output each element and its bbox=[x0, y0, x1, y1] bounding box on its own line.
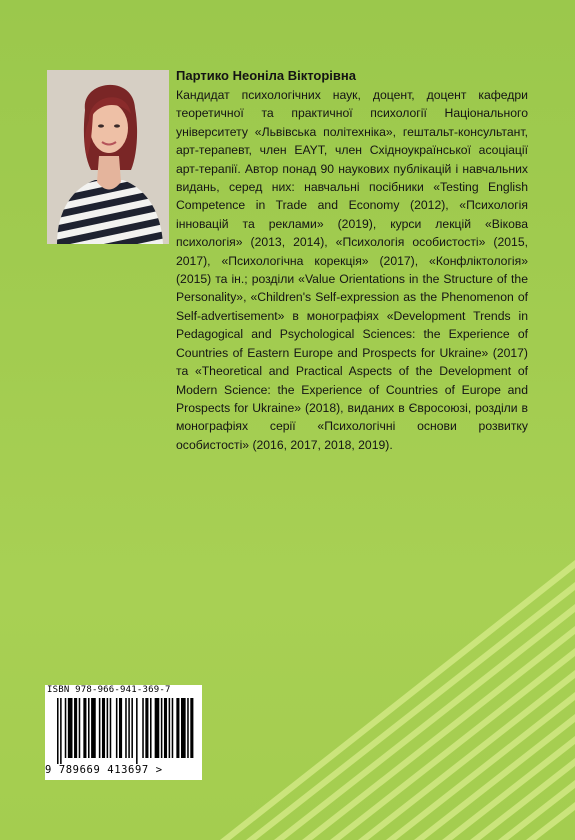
barcode-bar bbox=[88, 698, 90, 758]
barcode-bar bbox=[110, 698, 112, 758]
barcode-bar bbox=[187, 698, 189, 758]
barcode-bar bbox=[136, 698, 138, 764]
barcode-bar bbox=[83, 698, 86, 758]
author-name: Партико Неоніла Вікторівна bbox=[176, 68, 356, 83]
barcode-bar bbox=[116, 698, 118, 758]
barcode-bar bbox=[172, 698, 174, 758]
barcode-bar bbox=[60, 698, 62, 764]
author-portrait-icon bbox=[47, 70, 169, 244]
barcode-bar bbox=[128, 698, 130, 758]
barcode-bar bbox=[65, 698, 67, 758]
barcode-bar bbox=[79, 698, 81, 758]
barcode-bar bbox=[125, 698, 127, 758]
isbn-label: ISBN 978-966-941-369-7 bbox=[47, 685, 171, 695]
barcode-bar bbox=[107, 698, 109, 758]
author-photo bbox=[47, 70, 169, 244]
barcode-bar bbox=[142, 698, 144, 758]
barcode-bar bbox=[102, 698, 105, 758]
barcode-bar bbox=[57, 698, 59, 764]
barcode-bar bbox=[74, 698, 77, 758]
barcode-bar bbox=[155, 698, 160, 758]
barcode-bar bbox=[190, 698, 193, 758]
barcode-bar bbox=[145, 698, 148, 758]
barcode-bar bbox=[150, 698, 152, 758]
barcode-bar bbox=[161, 698, 163, 758]
barcode-bar bbox=[164, 698, 167, 758]
barcode-bar bbox=[169, 698, 171, 758]
barcode-bar bbox=[91, 698, 96, 758]
author-biography: Кандидат психологічних наук, доцент, доцент кафедри теоретичної та практичної психології Національного університету «Львівська політехніка», гештальт-консультант, арт-терапевт, член EAYT, член Східноукраїнської асоціації арт-терапії. Автор понад 90 наукових публікацій і навчальних видань, серед них: навчальні посібники «Testing English Competence in Trade and Economy (2012), «Психологія інновацій та реклами» (2019), курси лекцій «Вікова психологія» (2013, 2014), «Психологія особистості» (2015, 2017), «Психологічна корекція» (2017), «Конфліктологія» (2015) та ін.; розділи «Value Orientations in the Structure of the Personality», «Children's Self-expression as the Phenomenon of Self-advertisement» в монографіях «Development Trends in Pedagogical and Psychological Sciences: the Experience of Countries of Eastern Europe and Prospects for Ukraine» (2017) та «Theoretical and Practical Aspects of the Development of Modern Science: the Experience of Countries of Europe and Prospects for Ukraine» (2018), виданих в Євросоюзі, розділи в монографіях серії «Психологічні основи розвитку особистості» (2016, 2017, 2018, 2019). bbox=[176, 88, 528, 452]
barcode-digits: 9 789669 413697 > bbox=[45, 764, 163, 776]
barcode-bar bbox=[131, 698, 133, 758]
barcode-bar bbox=[68, 698, 73, 758]
barcode-bar bbox=[99, 698, 101, 758]
barcode-bar bbox=[119, 698, 122, 758]
barcode-bar bbox=[176, 698, 179, 758]
barcode-bars-icon bbox=[45, 698, 202, 764]
barcode-bar bbox=[181, 698, 186, 758]
isbn-barcode bbox=[45, 685, 202, 780]
